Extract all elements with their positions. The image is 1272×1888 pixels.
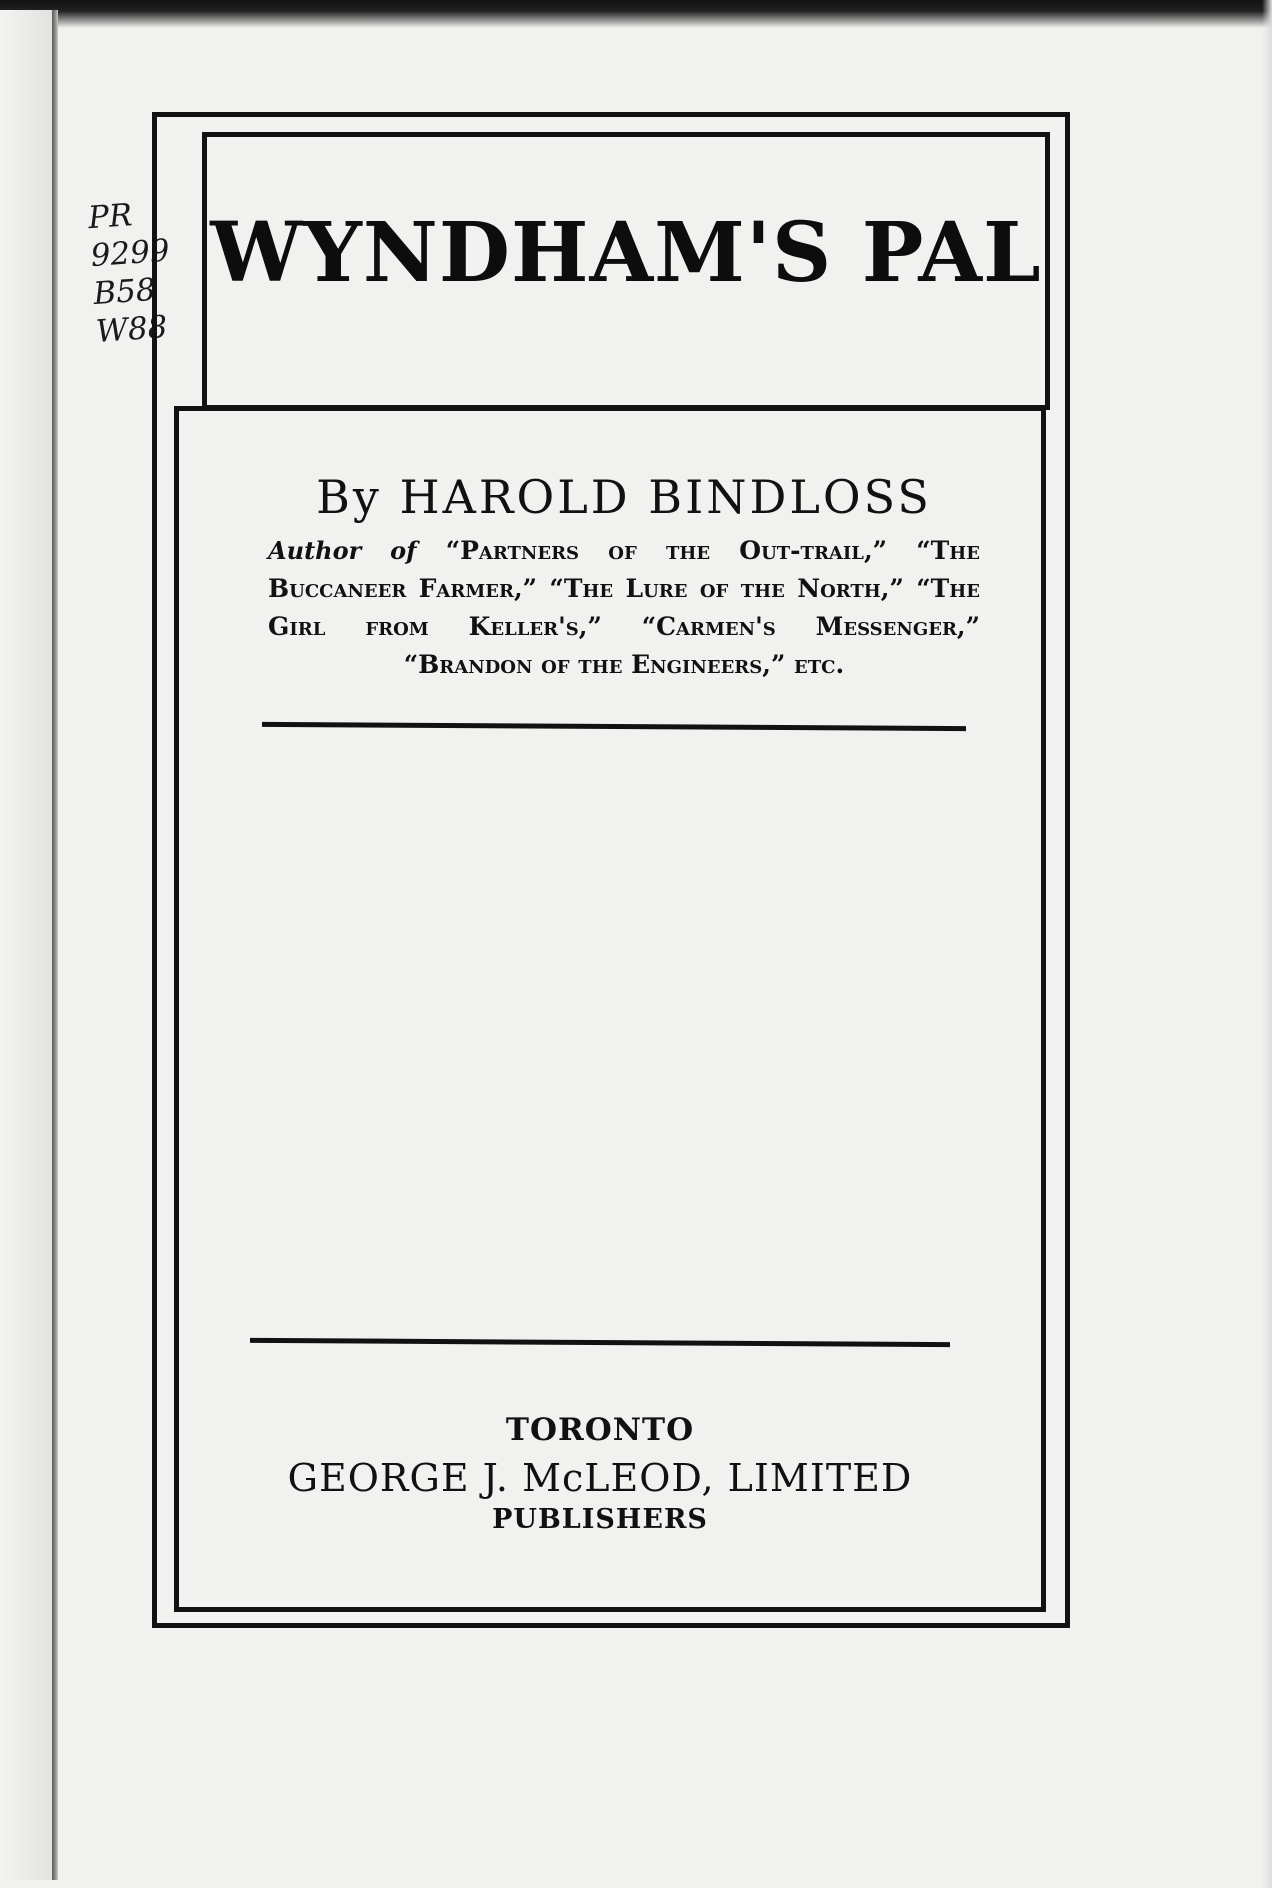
spine-gutter: [0, 10, 52, 1880]
call-number-line: 9299: [89, 232, 171, 275]
author-name: HAROLD BINDLOSS: [399, 470, 932, 524]
works-titles: “Partners of the Out-trail,” “The Buccaneer Farmer,” “The Lure of the North,” “The Girl from Keller's,” “Carmen's Messenger,” “Brandon of the Engineers,” etc.: [268, 536, 980, 679]
publisher-name: GEORGE J. McLEOD, LIMITED: [287, 1456, 913, 1500]
author-byline: [268, 470, 980, 524]
call-number-line: B58: [92, 271, 157, 313]
scan-top-edge: [0, 0, 1272, 28]
author-works-list: [268, 532, 980, 684]
publisher-role: PUBLISHERS: [492, 1504, 708, 1535]
page-right-edge: [1262, 0, 1272, 1888]
call-number-line: W88: [94, 309, 169, 350]
byline-prefix: By: [316, 470, 382, 524]
book-title: WYNDHAM'S PAL: [210, 205, 1042, 301]
call-number-line: PR: [86, 197, 134, 237]
spine-line: [52, 10, 58, 1880]
publisher-city: TORONTO: [505, 1412, 695, 1448]
author-of-label: Author of: [268, 536, 417, 565]
